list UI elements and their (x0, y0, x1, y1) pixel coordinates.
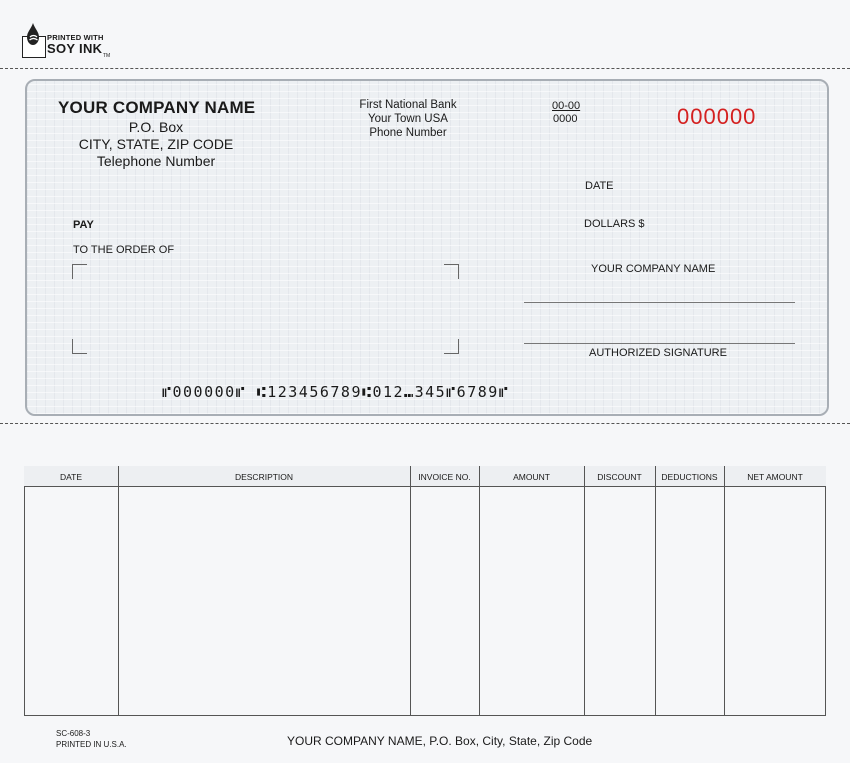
perforation-bottom (0, 423, 850, 424)
signature-line-1 (524, 302, 795, 303)
routing-fraction-top: 00-00 (552, 100, 581, 112)
routing-fraction-bottom: 0000 (553, 113, 578, 125)
bank-phone: Phone Number (369, 127, 447, 139)
remittance-table (24, 466, 826, 716)
column-divider (584, 466, 585, 716)
header-amount: AMOUNT (513, 471, 550, 482)
header-deductions: DEDUCTIONS (661, 471, 718, 482)
printed-in-usa: PRINTED IN U.S.A. (56, 740, 127, 749)
payee-corner-br (444, 339, 459, 354)
company-city: CITY, STATE, ZIP CODE (78, 136, 234, 152)
bank-town: Your Town USA (368, 113, 448, 125)
pay-label: PAY (73, 219, 94, 231)
column-divider (118, 466, 119, 716)
company-po-box: P.O. Box (128, 119, 184, 135)
signature-company-name: YOUR COMPANY NAME (591, 263, 716, 275)
header-discount: DISCOUNT (597, 471, 642, 482)
soy-drop-icon (26, 23, 40, 45)
column-divider (724, 466, 725, 716)
dollars-label: DOLLARS $ (584, 218, 645, 230)
payee-corner-bl (72, 339, 87, 354)
authorized-signature-label: AUTHORIZED SIGNATURE (589, 347, 727, 359)
form-code-number: SC-608-3 (56, 729, 91, 738)
micr-line: ⑈000000⑈ ⑆123456789⑆012⑉345⑈6789⑈ (162, 383, 510, 401)
soy-ink-logo-line2: SOY INK (47, 41, 103, 56)
bank-name: First National Bank (359, 99, 457, 111)
column-divider (479, 466, 480, 716)
column-divider (655, 466, 656, 716)
soy-ink-trademark: TM (103, 53, 111, 59)
header-net-amount: NET AMOUNT (747, 471, 803, 482)
company-phone: Telephone Number (96, 153, 216, 169)
form-code (56, 728, 127, 750)
soy-ink-logo-line1: PRINTED WITH (47, 33, 104, 42)
company-name: YOUR COMPANY NAME (58, 98, 256, 117)
perforation-top (0, 68, 850, 69)
footer-company-address: YOUR COMPANY NAME, P.O. Box, City, State, Zip Code (287, 734, 593, 748)
header-description: DESCRIPTION (234, 471, 294, 482)
order-label: TO THE ORDER OF (73, 244, 175, 256)
signature-line-2 (524, 343, 795, 344)
check-number: 000000 (677, 104, 757, 129)
header-invoice-no: INVOICE NO. (418, 471, 471, 482)
date-label: DATE (585, 180, 614, 192)
payee-corner-tl (72, 264, 87, 279)
column-divider (410, 466, 411, 716)
header-date: DATE (59, 471, 83, 482)
payee-corner-tr (444, 264, 459, 279)
